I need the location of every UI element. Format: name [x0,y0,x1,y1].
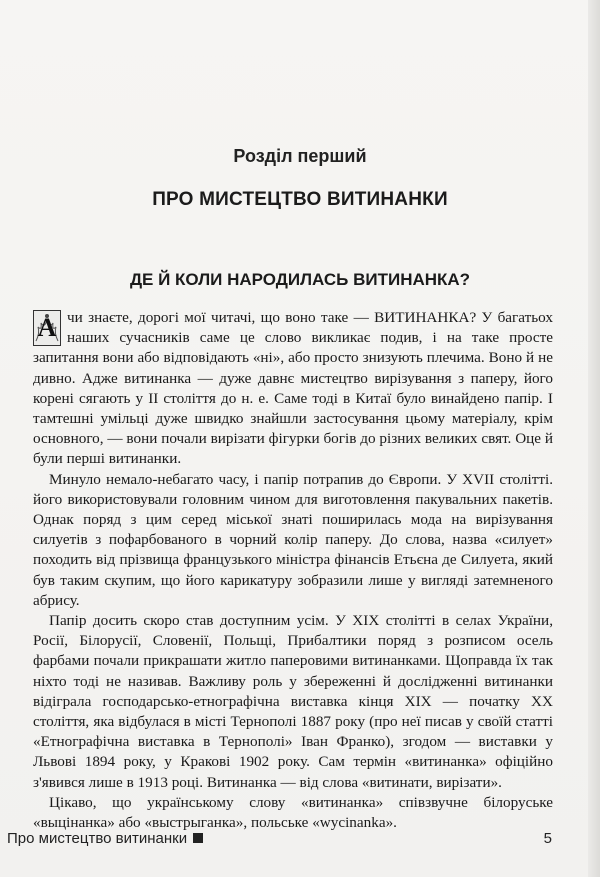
paragraph-1 [33,308,553,470]
footer-title: Про мистецтво витинанки [7,830,188,847]
running-footer [7,830,203,847]
page-number: 5 [543,830,552,847]
square-icon [193,833,203,843]
page-edge-shadow [588,0,600,877]
dropcap-ornament [33,310,61,346]
body-text [33,308,553,833]
paragraph-1-text: чи знаєте, дорогі мої читачі, що воно таке — ВИТИНАНКА? У багатьох наших сучасників саме це слово викликає подив, і на таке просте запитання вони або відповідають «ні», або просто знизують плечима. Воно й не дивно. Адже витинанка — дуже давнє мистецтво вирізування з паперу, його корені сягають у II століття до н. е. Саме тоді в Китаї було винайдено папір. І тамтешні умільці дуже швидко знайшли застосування цьому матеріалу, крім основного, — вони почали вирізати фігурки богів до різних великих свят. Оце й були перші витинанки. [33,309,553,468]
paragraph-3: Папір досить скоро став доступним усім. У XIX столітті в селах України, Росії, Білорусії, Словенії, Польщі, Прибалтики поряд з розписом осель фарбами почали прикрашати житло паперовими витинанками. Щоправда їх так ніхто тоді не називав. Важливу роль у збереженні й дослідженні витинанки відіграла господарсько-етнографічна виставка кінця XIX — початку XX століття, яка відбулася в місті Тернополі 1887 року (про неї писав у своїй статті «Етнографічна виставка в Тернополі» Іван Франко), згодом — виставки у Львові 1894 року, у Кракові 1902 року. Сам термін «витинанка» офіційно з'явився лише в 1913 році. Витинанка — від слова «витинати, вирізати». [33,612,553,791]
chapter-label: Розділ перший [233,146,367,166]
section-title: ДЕ Й КОЛИ НАРОДИЛАСЬ ВИТИНАНКА? [129,270,471,289]
paragraph-4: Цікаво, що українському слову «витинанка» співзвучне білоруське «выцінанка» або «выстрыганка», польське «wycinanka». [33,793,553,832]
paragraph-2: Минуло немало-небагато часу, і папір потрапив до Європи. У XVII столітті. його використовували головним чином для виготовлення пакувальних пакетів. Однак поряд з цим серед міської знаті поширилась мода на вирізування силуетів з пофарбованого в чорний колір паперу. До слова, назва «силует» походить від прізвища французького міністра фінансів Етьєна де Силуета, який був таким скупим, що його карикатуру зобразили лише у вигляді затемненого абрису. [33,470,553,609]
chapter-title: ПРО МИСТЕЦТВО ВИТИНАНКИ [152,189,448,210]
dropcap-letter: А [37,313,57,342]
